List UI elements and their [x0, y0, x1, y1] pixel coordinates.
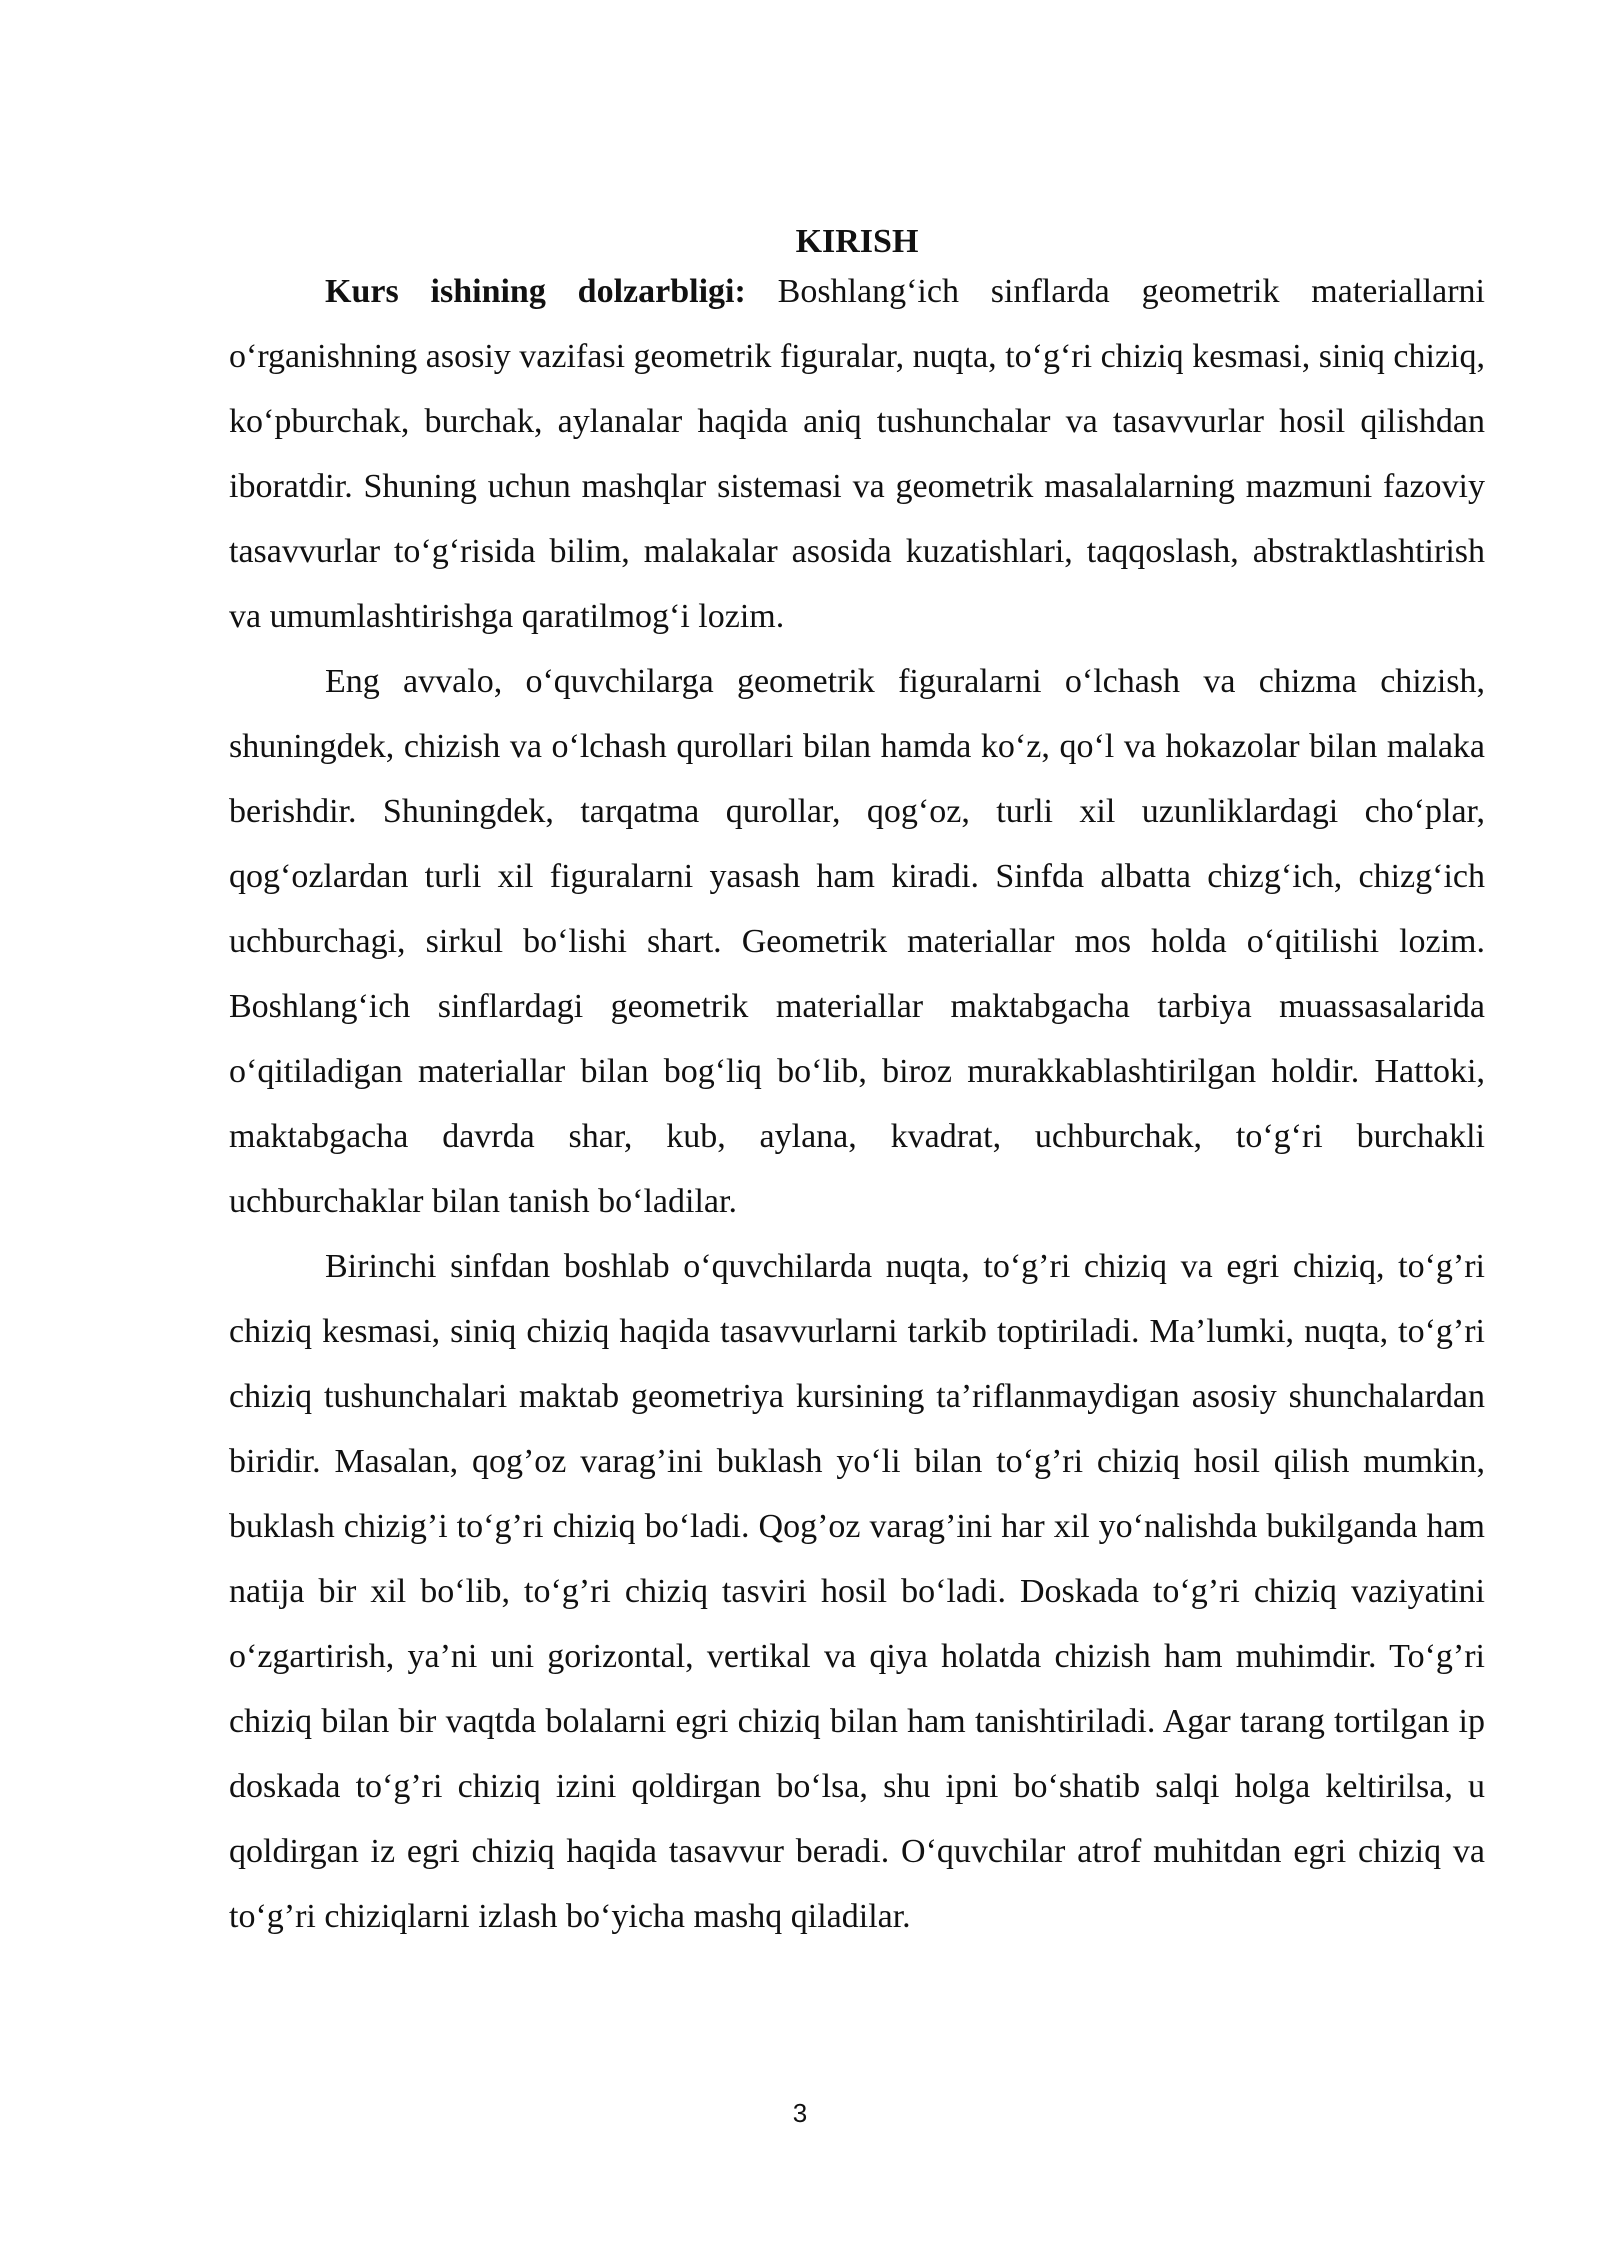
- section-heading: KIRISH: [795, 223, 919, 260]
- paragraph-lead: Kurs ishining dolzarbligi:: [325, 273, 746, 310]
- paragraph-text: Eng avvalo, o‘quvchilarga geometrik figuralarni o‘lchash va chizma chizish, shuningdek, chizish va o‘lchash qurollari bilan hamda ko‘z, qo‘l va hokazolar bilan malaka berishdir. Shuningdek, tarqatma qurollar, qog‘oz, turli xil uzunliklardagi cho‘plar, qog‘ozlardan turli xil figuralarni yasash ham kiradi. Sinfda albatta chizg‘ich, chizg‘ich uchburchagi, sirkul bo‘lishi shart. Geometrik materiallar mos holda o‘qitilishi lozim. Boshlang‘ich sinflardagi geometrik materiallar maktabgacha tarbiya muassasalarida o‘qitiladigan materiallar bilan bog‘liq bo‘lib, biroz murakkablashtirilgan holdir. Hattoki, maktabgacha davrda shar, kub, aylana, kvadrat, uchburchak, to‘g‘ri burchakli uchburchaklar bilan tanish bo‘ladilar.: [229, 663, 1485, 1220]
- document-body: [229, 205, 1485, 1949]
- paragraph-text: Boshlang‘ich sinflarda geometrik materiallarni o‘rganishning asosiy vazifasi geometrik figuralar, nuqta, to‘g‘ri chiziq kesmasi, siniq chiziq, ko‘pburchak, burchak, aylanalar haqida aniq tushunchalar va tasavvurlar hosil qilishdan iboratdir. Shuning uchun mashqlar sistemasi va geometrik masalalarning mazmuni fazoviy tasavvurlar to‘g‘risida bilim, malakalar asosida kuzatishlari, taqqoslash, abstraktlashtirish va umumlashtirishga qaratilmog‘i lozim.: [229, 273, 1485, 635]
- paragraph-second: [229, 649, 1485, 1234]
- page-number: 3: [792, 2098, 808, 2128]
- paragraph-third: [229, 1234, 1485, 1949]
- paragraph-text: Birinchi sinfdan boshlab o‘quvchilarda nuqta, to‘g’ri chiziq va egri chiziq, to‘g’ri chiziq kesmasi, siniq chiziq haqida tasavvurlarni tarkib toptiriladi. Ma’lumki, nuqta, to‘g’ri chiziq tushunchalari maktab geometriya kursining ta’riflanmaydigan asosiy shunchalardan biridir. Masalan, qog’oz varag’ini buklash yo‘li bilan to‘g’ri chiziq hosil qilish mumkin, buklash chizig’i to‘g’ri chiziq bo‘ladi. Qog’oz varag’ini har xil yo‘nalishda bukilganda ham natija bir xil bo‘lib, to‘g’ri chiziq tasviri hosil bo‘ladi. Doskada to‘g’ri chiziq vaziyatini o‘zgartirish, ya’ni uni gorizontal, vertikal va qiya holatda chizish ham muhimdir. To‘g’ri chiziq bilan bir vaqtda bolalarni egri chiziq bilan ham tanishtiriladi. Agar tarang tortilgan ip doskada to‘g’ri chiziq izini qoldirgan bo‘lsa, shu ipni bo‘shatib salqi holga keltirilsa, u qoldirgan iz egri chiziq haqida tasavvur beradi. O‘quvchilar atrof muhitdan egri chiziq va to‘g’ri chiziqlarni izlash bo‘yicha mashq qiladilar.: [229, 1248, 1485, 1935]
- paragraph-relevance: [229, 259, 1485, 649]
